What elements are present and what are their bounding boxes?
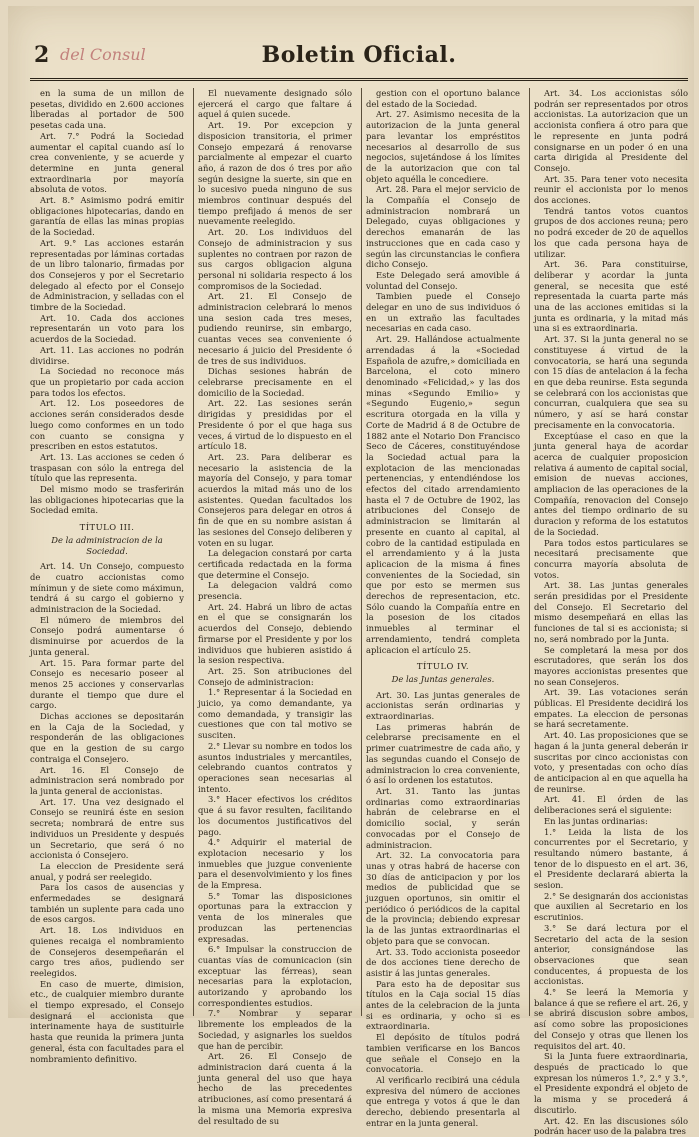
paragraph: Art. 11. Las acciones no podrán dividirse. [30, 344, 184, 366]
paragraph: Art. 36. Para constituirse, deliberar y acordar la junta general, se necesita que esté representada la cuarta parte más una de las acciones emitidas si la junta es ordinaria, y la mitad más una si es extraordinaria. [534, 259, 688, 334]
paragraph: Art. 29. Hallándose actualmente arrendadas á la «Sociedad Española de azufre,» domiciliada en Barcelona, el coto minero denominado «Felicidad,» y las dos minas «Segundo Emilio» y «Segundo Eugenio,» segun escritura otorgada en la villa y Corte de Madrid á 8 de Octubre de 1882 ante el Notario Don Francisco Seco de Cáceres, constituyéndose la Sociedad actual para la explotacion de las mencionadas pertenencias, y entendiéndose los efectos del citado arrendamiento hasta el 7 de Octubre de 1902, las atribuciones del Consejo de administracion se limitarán al presente en cuanto al capital, al cobro de la cantidad estipulada en el arrendamiento y á la justa aplicacion de la misma á fines convenientes de la Sociedad, sin que por esto se mermen sus derechos de representacion, etc. Sólo cuando la Compañía entre en la posesion de los citados inmuebles al terminar el arrendamiento, tendrá completa aplicacion el artículo 25. [366, 334, 520, 655]
section-subheading: De las Juntas generales. [391, 673, 495, 684]
paragraph: Art. 27. Asimismo necesita de la autorizacion de la junta general para levantar los empréstitos necesarios al desarrollo de sus negocios, sujetándose á los límites de la autorizacion que con tal objeto aquélla le concediere. [366, 109, 520, 184]
paragraph: La delegacion valdrá como presencia. [198, 580, 352, 602]
paragraph: Art. 34. Los accionistas sólo podrán ser representados por otros accionistas. La autorizacion que un accionista confiera á otro para que le represente en junta podrá consignarse en un poder ó en una carta dirigida al Presidente del Consejo. [534, 88, 688, 173]
paragraph: Art. 42. En las discusiones sólo podrán hacer uso de la palabra tres [534, 1115, 688, 1137]
paragraph: Si la Junta fuere extraordinaria, después de practicado lo que expresan los números 1.°, 2.° y 3.°, el Presidente expondrá el objeto de la misma y se procederá á discutirlo. [534, 1051, 688, 1115]
paragraph: Art. 13. Las acciones se ceden ó traspasan con sólo la entrega del título que las representa. [30, 451, 184, 484]
column-2 [198, 88, 352, 1126]
paragraph: en la suma de un millon de pesetas, dividido en 2.600 acciones liberadas al portador de 500 pesetas cada una. [30, 88, 184, 131]
paragraph: Art. 31. Tanto las juntas ordinarias como extraordinarias habrán de celebrarse en el domicilio social, y serán convocadas por el Consejo de administracion. [366, 786, 520, 850]
paragraph: Art. 9.° Las acciones estarán representadas por láminas cortadas de un libro talonario, firmadas por dos Consejeros y por el Secretario delegado al efecto por el Consejo de Administracion, y selladas con el timbre de la Sociedad. [30, 237, 184, 313]
paragraph: Art. 37. Si la junta general no se constituyese á virtud de la convocatoria, se hará una segunda con 15 días de antelacion á la fecha en que deba reunirse. Esta segunda se celebrará con los accionistas que concurran, cualquiera que sea su número, y así se hará constar precisamente en la convocatoria. [534, 334, 688, 430]
paragraph: 1.° Representar á la Sociedad en juicio, ya como demandante, ya como demandada, y transigir las cuestiones que con tal motivo se susciten. [198, 687, 352, 741]
paragraph: Art. 15. Para formar parte del Consejo es necesario poseer al menos 25 acciones y conservarlas durante el tiempo que dure el cargo. [30, 657, 184, 711]
paragraph: Art. 12. Los poseedores de acciones serán considerados desde luego como conformes en un todo con cuanto se consigna y prescriben en estos estatutos. [30, 398, 184, 452]
paragraph: Art. 35. Para tener voto necesita reunir el accionista por lo menos dos acciones. [534, 173, 688, 206]
paragraph: Art. 23. Para deliberar es necesario la asistencia de la mayoría del Consejo, y para tomar acuerdos la mitad más uno de los asistentes. Quedan facultados los Consejeros para delegar en otros á fin de que en su nombre asistan á las sesiones del Consejo deliberen y voten en su lugar. [198, 451, 352, 548]
paragraph: Art. 24. Habrá un libro de actas en el que se consignarán los acuerdos del Consejo, debiendo firmarse por el Presidente y por los individuos que hubieren asistido á la sesion respectiva. [198, 601, 352, 666]
paragraph: Art. 32. La convocatoria para unas y otras habrá de hacerse con 30 días de anticipacion y por los medios de publicidad que se juzguen oportunos, sin omitir el periódico ó periódicos de la capital de la provincia; debiendo expresar la de las juntas extraordinarias el objeto para que se convocan. [366, 850, 520, 946]
paragraph: Art. 17. Una vez designado el Consejo se reunirá éste en sesion secreta; nombrará de entre sus individuos un Presidente y después un Secretario, que será ó no accionista ó Consejero. [30, 796, 184, 861]
paragraph: Art. 8.° Asimismo podrá emitir obligaciones hipotecarias, dando en garantía de ellas las minas propias de la Sociedad. [30, 195, 184, 238]
paragraph: Art. 10. Cada dos acciones representarán un voto para los acuerdos de la Sociedad. [30, 312, 184, 345]
paragraph: 5.° Tomar las disposiciones oportunas para la extraccion y venta de los minerales que produzcan las pertenencias expresadas. [198, 890, 352, 944]
column-1 [30, 88, 184, 1064]
paragraph: 2.° Se designarán dos accionistas que auxilien al Secretario en los escrutinios. [534, 890, 688, 923]
paragraph: Este Delegado será amovible á voluntad del Consejo. [366, 269, 520, 291]
paragraph: 2.° Llevar su nombre en todos los asuntos industriales y mercantiles, celebrando cuantos contratos y operaciones sean necesarias al intento. [198, 740, 352, 794]
paragraph: Art. 41. El órden de las deliberaciones será el siguiente: [534, 794, 688, 816]
page-title: Boletin Oficial. [261, 42, 457, 68]
paragraph: Art. 18. Los individuos en quienes recaiga el nombramiento de Consejeros desempeñarán el cargo tres años, pudiendo ser reelegidos. [30, 925, 184, 978]
paragraph: El depósito de títulos podrá tambien verificarse en los Bancos que señale el Consejo en la convocatoria. [366, 1032, 520, 1075]
paragraph: Art. 28. Para el mejor servicio de la Compañía el Consejo de administracion nombrará un Delegado, cuyas obligaciones y derechos emanarán de las instrucciones que en cada caso y según las circunstancias le confiera dicho Consejo. [366, 184, 520, 270]
section-subheading: De la administracion de la Sociedad. [51, 534, 163, 556]
paragraph: Art. 20. Los individuos del Consejo de administracion y sus suplentes no contraen por razon de sus cargos obligacion alguna personal ni solidaria respecto á los compromisos de la Sociedad. [198, 227, 352, 291]
paragraph: Exceptúase el caso en que la junta general haya de acordar acerca de cualquier proposicion relativa á aumento de capital social, emision de nuevas acciones, ampliacion de las operaciones de la Compañía, renovacion del Consejo antes del tiempo ordinario de su duracion y reforma de los estatutos de la Sociedad. [534, 430, 688, 537]
paragraph: Tendrá tantos votos cuantos grupos de dos acciones reuna; pero no podrá exceder de 20 de aquellos los que cada persona haya de utilizar. [534, 205, 688, 259]
text-columns [30, 88, 688, 1137]
paragraph: 6.° Impulsar la construccion de cuantas vías de comunicacion (sin exceptuar las férreas), sean necesarias para la explotacion, autorizando y aprobando los correspondientes estudios. [198, 944, 352, 1008]
column-divider [361, 88, 362, 1016]
paragraph: Art. 30. Las juntas generales de accionistas serán ordinarias y extraordinarias. [366, 689, 520, 722]
paragraph: Art. 38. Las juntas generales serán presididas por el Presidente del Consejo. El Secretario del mismo desempeñará en ellas las funciones de tal si es accionista; si no, será nombrado por la Junta. [534, 580, 688, 644]
paragraph: Art. 7.° Podrá la Sociedad aumentar el capital cuando así lo crea conveniente, y se acuerde y determine en junta general extraordinaria por mayoría absoluta de votos. [30, 130, 184, 195]
paragraph: Art. 26. El Consejo de administracion dará cuenta á la junta general del uso que haya hecho de las precedentes atribuciones, así como presentará á la misma una Memoria expresiva del resultado de su [198, 1051, 352, 1126]
paragraph: Art. 39. Las votaciones serán públicas. El Presidente decidirá los empates. La eleccion de personas se hará secretamente. [534, 687, 688, 730]
paragraph: 3.° Se dará lectura por el Secretario del acta de la sesion anterior, consignándose las observaciones que sean conducentes, á propuesta de los accionistas. [534, 922, 688, 987]
newspaper-page [8, 6, 694, 1137]
column-4 [534, 88, 688, 1137]
paragraph: La eleccion de Presidente será anual, y podrá ser reelegido. [30, 860, 184, 882]
column-3 [366, 88, 520, 1128]
column-divider [529, 88, 530, 1016]
paragraph: Art. 40. Las proposiciones que se hagan á la junta general deberán ir suscritas por cinco accionistas con voto, y presentadas con ocho días de anticipacion al en que aquella ha de reunirse. [534, 730, 688, 794]
paragraph: El nuevamente designado sólo ejercerá el cargo que faltare á aquel á quien sucede. [198, 88, 352, 120]
paragraph: Para los casos de ausencias y enfermedades se designará también un suplente para cada uno de esos cargos. [30, 882, 184, 925]
paragraph: gestion con el oportuno balance del estado de la Sociedad. [366, 88, 520, 109]
paragraph: Para todos estos particulares se necesitará precisamente que concurra mayoría absoluta de votos. [534, 537, 688, 580]
paragraph: La delegacion constará por carta certificada redactada en la forma que determine el Consejo. [198, 548, 352, 580]
column-divider [193, 88, 194, 1016]
paragraph: La Sociedad no reconoce más que un propietario por cada accion para todos los efectos. [30, 366, 184, 398]
paragraph: Las primeras habrán de celebrarse precisamente en el primer cuatrimestre de cada año, y las segundas cuando el Consejo de administracion lo crea conveniente, ó así lo ordenen los estatutos. [366, 721, 520, 786]
paragraph: Art. 25. Son atribuciones del Consejo de administracion: [198, 665, 352, 687]
page-header [30, 42, 688, 86]
page-number: 2 [34, 42, 50, 68]
paragraph: Art. 14. Un Consejo, compuesto de cuatro accionistas como mínimun y de siete como máximun, tendrá á su cargo el gobierno y administracion de la Sociedad. [30, 561, 184, 615]
paragraph: En las juntas ordinarias: [544, 815, 648, 826]
paragraph: Del mismo modo se trasferirán las obligaciones hipotecarias que la Sociedad emita. [30, 484, 184, 516]
paragraph: Art. 16. El Consejo de administracion será nombrado por la junta general de accionistas. [30, 764, 184, 796]
paragraph: 3.° Hacer efectivos los créditos que á su favor resulten, facilitando los documentos justificativos del pago. [198, 794, 352, 837]
paragraph: 7.° Nombrar y separar libremente los empleados de la Sociedad, y asignarles los sueldos que han de percibir. [198, 1008, 352, 1051]
paragraph: Art. 21. El Consejo de administracion celebrará lo menos una sesion cada tres meses, pudiendo reunirse, sin embargo, cuantas veces sea conveniente ó necesario á juicio del Presidente ó de tres de sus individuos. [198, 291, 352, 366]
paragraph: El número de miembros del Consejo podrá aumentarse ó disminuirse por acuerdos de la junta general. [30, 614, 184, 657]
paragraph: En caso de muerte, dimision, etc., de cualquier miembro durante el tiempo expresado, el Consejo designará el accionista que interinamente haya de sustituirle hasta que reunida la primera junta general, ésta con facultades para el nombramiento definitivo. [30, 978, 184, 1064]
paragraph: Dichas acciones se depositarán en la Caja de la Sociedad, y responderán de las obligaciones que en la gestion de su cargo contraiga el Consejero. [30, 711, 184, 764]
paragraph: Se completará la mesa por dos escrutadores, que serán los dos mayores accionistas presentes que no sean Consejeros. [534, 644, 688, 687]
paragraph: Tambien puede el Consejo delegar en uno de sus individuos ó en un extraño las facultades necesarias en cada caso. [366, 291, 520, 334]
section-heading: TÍTULO IV. [416, 661, 470, 672]
paragraph: Al verificarlo recibirá una cédula expresiva del número de acciones que entrega y votos á que le dan derecho, debiendo presentarla al entrar en la junta general. [366, 1074, 520, 1128]
paragraph: Para esto ha de depositar sus títulos en la Caja social 15 días antes de la celebracion de la junta si es ordinaria, y ocho si es extraordinaria. [366, 978, 520, 1032]
paragraph: Art. 22. Las sesiones serán dirigidas y presididas por el Presidente ó por el que haga sus veces, á virtud de lo dispuesto en el artículo 18. [198, 398, 352, 452]
paragraph: Dichas sesiones habrán de celebrarse precisamente en el domicilio de la Sociedad. [198, 366, 352, 398]
section-heading: TÍTULO III. [79, 522, 135, 533]
paragraph: 4.° Adquirir el material de explotacion necesario y los inmuebles que juzgue conveniente para el desenvolvimiento y los fines de la Empresa. [198, 837, 352, 891]
paragraph: Art. 33. Todo accionista poseedor de dos acciones tiene derecho de asistir á las juntas generales. [366, 946, 520, 978]
paragraph: 1.° Leida la lista de los concurrentes por el Secretario, y resultando número bastante, á tenor de lo dispuesto en el art. 36, el Presidente declarará abierta la sesion. [534, 826, 688, 891]
ink-stamp: del Consul [60, 45, 146, 64]
paragraph: Art. 19. Por excepcion y disposicion transitoria, el primer Consejo empezará á renovarse parcialmente al empezar el cuarto año, á razon de dos ó tres por año según designe la suerte, sin que en lo sucesivo pueda ninguno de sus miembros continuar después del tiempo prefijado á menos de ser nuevamente reelegido. [198, 120, 352, 227]
header-rule [30, 78, 688, 81]
paragraph: 4.° Se leerá la Memoria y balance á que se refiere el art. 26, y se abrirá discusion sobre ambos, así como sobre las proposiciones del Consejo y otras que llenen los requisitos del art. 40. [534, 987, 688, 1051]
